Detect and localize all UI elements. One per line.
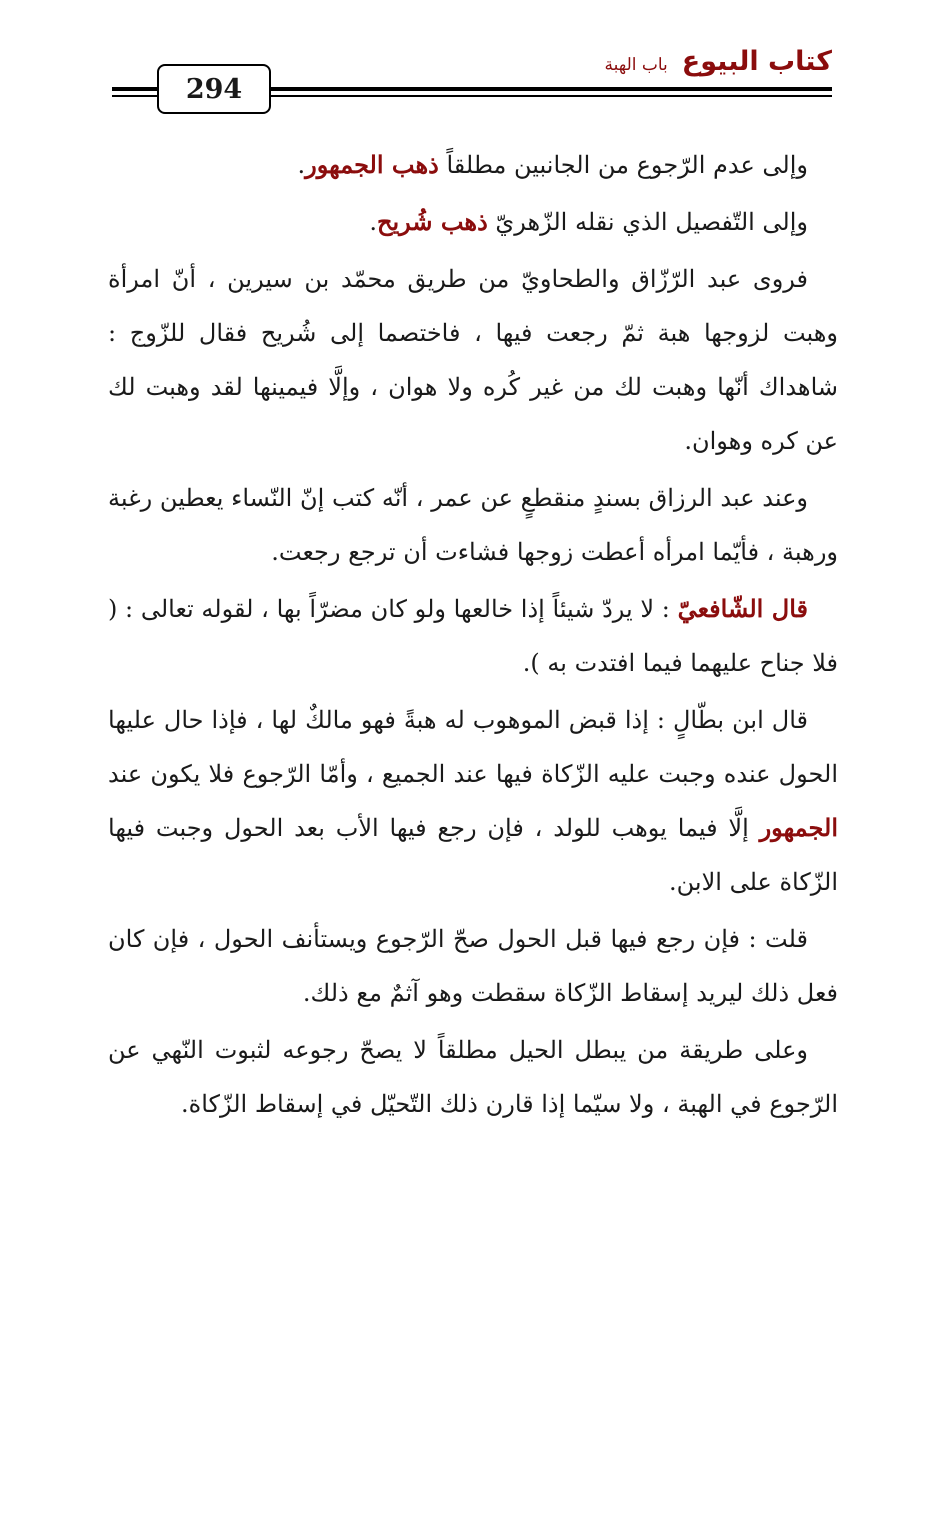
paragraph-p2 (108, 195, 838, 249)
paragraph-text: . (369, 208, 377, 236)
paragraph-p7 (108, 912, 838, 1020)
highlighted-term: الجمهور (759, 813, 838, 842)
book-title: كتاب البيوع (681, 46, 832, 77)
paragraph-text: وعند عبد الرزاق بسندٍ منقطعٍ عن عمر ، أنّه كتب إنّ النّساء يعطين رغبة ورهبة ، فأيّما امرأه أعطت زوجها فشاءت أن ترجع رجعت. (108, 484, 838, 566)
paragraph-text: قلت : فإن رجع فيها قبل الحول صحّ الرّجوع ويستأنف الحول ، فإن كان فعل ذلك ليريد إسقاط الزّكاة سقطت وهو آثمٌ مع ذلك. (108, 925, 838, 1007)
paragraph-text: : لا يردّ شيئاً إذا خالعها ولو كان مضرّاً بها ، لقوله تعالى : ( فلا جناح عليهما فيما افتدت به ). (108, 595, 838, 677)
paragraph-text: فروى عبد الرّزّاق والطحاويّ من طريق محمّد بن سيرين ، أنّ امرأة وهبت لزوجها هبة ثمّ رجعت فيها ، فاختصما إلى شُريح فقال للزّوج : شاهداك أنّها وهبت لك من غير كُره ولا هوان ، وإلَّا فيمينها لقد وهبت لك عن كره وهوان. (108, 265, 838, 455)
chapter-title: باب الهبة (604, 55, 668, 75)
paragraph-text: إلَّا فيما يوهب للولد ، فإن رجع فيها الأب بعد الحول وجبت فيها الزّكاة على الابن. (108, 814, 838, 896)
paragraph-p6 (108, 693, 838, 909)
paragraph-p1 (108, 138, 838, 192)
page-body (108, 138, 838, 1131)
header-titles (604, 46, 832, 77)
paragraph-text: . (297, 151, 306, 179)
page-header (112, 40, 832, 120)
highlighted-term: ذهب شُريح (376, 207, 488, 236)
paragraph-text: وإلى عدم الرّجوع من الجانبين مطلقاً (438, 151, 808, 179)
paragraph-p8 (108, 1023, 838, 1131)
paragraph-text: قال ابن بطّالٍ : إذا قبض الموهوب له هبةً فهو مالكٌ لها ، فإذا حال عليها الحول عنده وجبت عليه الزّكاة فيها عند الجميع ، وأمّا الرّجوع فلا يكون عند (108, 706, 838, 788)
page-number: 294 (157, 64, 271, 114)
paragraph-p5 (108, 582, 838, 690)
paragraph-text: وعلى طريقة من يبطل الحيل مطلقاً لا يصحّ رجوعه لثبوت النّهي عن الرّجوع في الهبة ، ولا سيّما إذا قارن ذلك التّحيّل في إسقاط الزّكاة. (108, 1036, 838, 1118)
highlighted-term: ذهب الجمهور (305, 150, 439, 179)
highlighted-term: قال الشّافعيّ (677, 594, 808, 623)
paragraph-p4 (108, 471, 838, 579)
paragraph-p3 (108, 252, 838, 468)
paragraph-text: وإلى التّفصيل الذي نقله الزّهريّ (487, 208, 808, 236)
